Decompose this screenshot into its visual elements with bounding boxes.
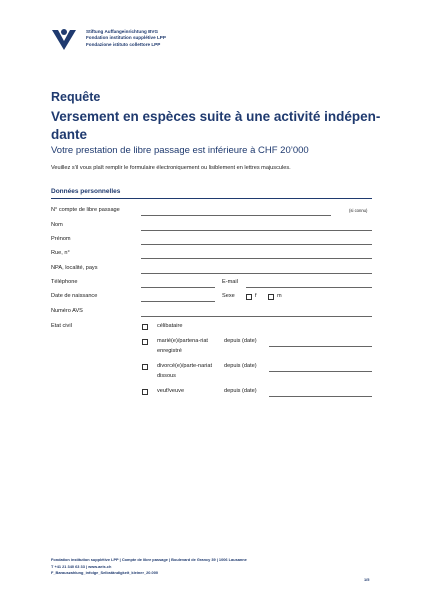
firstname-field[interactable] [141, 244, 372, 245]
logo-icon [51, 27, 77, 51]
footer [51, 557, 247, 577]
org-name-it: Fondazione istituto collettore LPP [86, 41, 161, 47]
org-names [86, 29, 166, 48]
sex-label: Sexe [222, 293, 235, 299]
section-heading: Données personnelles [51, 188, 121, 195]
lead-text: Votre prestation de libre passage est inférieure à CHF 20’000 [51, 145, 309, 156]
account-field[interactable] [141, 215, 331, 216]
civil-married-checkbox[interactable] [142, 339, 148, 345]
page-title: Requête [51, 90, 101, 104]
civil-widowed-date-field[interactable] [269, 396, 372, 397]
birthdate-field[interactable] [141, 301, 215, 302]
sex-f-checkbox[interactable] [246, 294, 252, 300]
firstname-label: Prénom [51, 236, 71, 242]
form-subtitle: Versement en espèces suite à une activité indépen-dante [51, 109, 381, 142]
civil-divorced-date-field[interactable] [269, 371, 372, 372]
instructions-text: Veuillez s’il vous plaît remplir le formulaire électroniquement ou lisiblement en lettres majuscules. [51, 165, 291, 171]
email-field[interactable] [246, 287, 372, 288]
sex-m-checkbox[interactable] [268, 294, 274, 300]
footer-contact: T +41 21 340 63 33 | www.aeis.ch [51, 563, 112, 569]
avs-field[interactable] [141, 316, 372, 317]
city-field[interactable] [141, 273, 372, 274]
civil-divorced-depuis-label: depuis (date) [224, 363, 257, 369]
city-label: NPA, localité, pays [51, 265, 98, 271]
civil-status-label: Etat civil [51, 323, 72, 329]
civil-widowed-label: veuf/veuve [157, 388, 185, 394]
civil-widowed-checkbox[interactable] [142, 389, 148, 395]
email-label: E-mail [222, 279, 238, 285]
civil-married-depuis-label: depuis (date) [224, 338, 257, 344]
civil-divorced-label: divorcé(e)/parte-nariat dissous [157, 363, 213, 379]
street-label: Rue, n° [51, 250, 70, 256]
account-hint: (si connu) [349, 208, 368, 213]
civil-married-date-field[interactable] [269, 346, 372, 347]
civil-single-label: célibataire [157, 323, 183, 329]
org-name-de: Stiftung Auffangeinrichtung BVG [86, 29, 159, 34]
civil-single-checkbox[interactable] [142, 324, 148, 330]
page-number: 1/5 [364, 577, 370, 582]
avs-label: Numéro AVS [51, 308, 83, 314]
lastname-label: Nom [51, 222, 63, 228]
civil-married-label: marié(e)/partena-riat enregistré [157, 338, 208, 354]
section-divider [51, 198, 372, 199]
street-field[interactable] [141, 258, 372, 259]
lastname-field[interactable] [141, 230, 372, 231]
org-name-fr: Fondation institution supplétive LPP [86, 35, 166, 41]
sex-f-label: f [255, 293, 257, 299]
account-label: N° compte de libre passage [51, 207, 120, 213]
phone-field[interactable] [141, 287, 215, 288]
birthdate-label: Date de naissance [51, 293, 98, 299]
phone-label: Téléphone [51, 279, 78, 285]
civil-widowed-depuis-label: depuis (date) [224, 388, 257, 394]
civil-divorced-checkbox[interactable] [142, 364, 148, 370]
footer-address: Fondation institution supplétive LPP | Compte de libre passage | Boulevard de Grancy 39 | 1006 Lausanne [51, 557, 247, 562]
sex-m-label: m [277, 293, 282, 299]
footer-doc-code: F_Barauszahlung_infolge_Selbständigkeit_kleiner_20.000 [51, 570, 159, 576]
